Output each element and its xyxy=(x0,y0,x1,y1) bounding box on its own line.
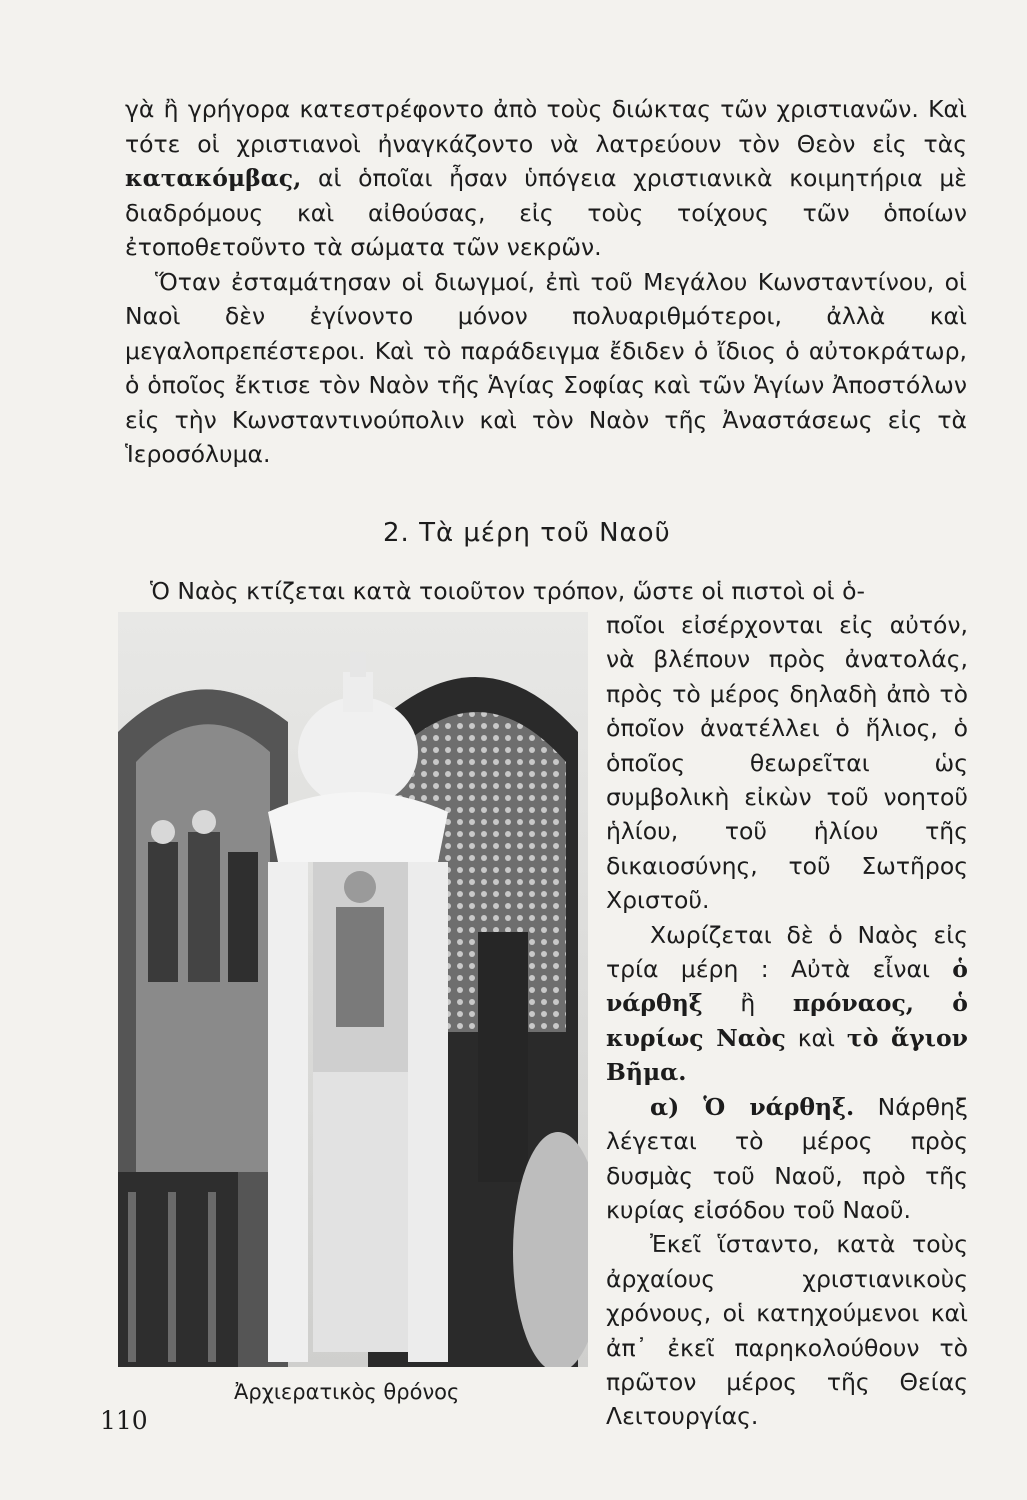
photo-illustration xyxy=(118,612,588,1367)
section-lead-line: Ὁ Ναὸς κτίζεται κατὰ τοιοῦτον τρόπον, ὥστε οἱ πιστοὶ οἱ ὁ- xyxy=(150,577,865,605)
col-p2-text: Χωρίζεται δὲ ὁ Ναὸς εἰς τρία μέρη : Αὐτὰ εἶναι xyxy=(606,920,968,984)
col-paragraph-1: ποῖοι εἰσέρχονται εἰς αὐτόν, νὰ βλέπουν πρὸς ἀνατολάς, πρὸς τὸ μέρος δηλαδὴ ἀπὸ τὸ ὁποῖον ἀνατέλλει ὁ ἥλιος, ὁ ὁποῖος θεωρεῖται ὡς συμβολικὴ εἰκὼν τοῦ νοητοῦ ἡλίου, τοῦ ἡλίου τῆς δικαιοσύνης, τοῦ Σωτῆρος Χριστοῦ. xyxy=(606,611,968,915)
page-number: 110 xyxy=(100,1406,148,1435)
intro-paragraph-2: Ὅταν ἐσταμάτησαν οἱ διωγμοί, ἐπὶ τοῦ Μεγάλου Κωνσταντίνου, οἱ Ναοὶ δὲν ἐγίνοντο μόνον πολυαριθμότεροι, ἀλλὰ καὶ μεγαλοπρεπέστεροι. Καὶ τὸ παράδειγμα ἔδιδεν ὁ ἴδιος ὁ αὐτοκράτωρ, ὁ ὁποῖος ἔκτισε τὸν Ναὸν τῆς Ἁγίας Σοφίας καὶ τῶν Ἁγίων Ἀποστόλων εἰς τὴν Κωνσταντινούπολιν καὶ τὸν Ναὸν τῆς Ἀναστάσεως εἰς τὰ Ἱεροσόλυμα. xyxy=(125,267,967,468)
subsection-label-narthex: α) Ὁ νάρθηξ. xyxy=(650,1092,855,1121)
col-p2-conj-1: ἢ xyxy=(740,989,756,1018)
col-p2-conj-2: καὶ xyxy=(797,1023,835,1052)
section-heading: 2. Τὰ μέρη τοῦ Ναοῦ xyxy=(383,518,671,548)
intro-p1-start: γὰ ἢ γρήγορα κατεστρέφοντο ἀπὸ τοὺς διώκτας τῶν χριστιανῶν. Καὶ τότε οἱ χριστιανοὶ ἠναγκάζοντο νὰ λατρεύουν τὸν Θεὸν εἰς τὰς xyxy=(125,95,967,158)
term-narthex: ὁ νάρθηξ xyxy=(606,955,968,1018)
intro-p1-bold-term: κατακόμβας, xyxy=(125,164,302,192)
right-column-text xyxy=(606,608,968,1434)
term-holy-bema: τὸ ἅγιον Βῆμα. xyxy=(606,1023,968,1087)
photograph-archieratic-throne xyxy=(118,612,588,1367)
col-paragraph-3 xyxy=(606,1090,968,1228)
col-p3-text: Νάρθηξ λέγεται τὸ μέρος πρὸς δυσμὰς τοῦ Ναοῦ, πρὸ τῆς κυρίας εἰσόδου τοῦ Ναοῦ. xyxy=(606,1092,968,1224)
col-paragraph-4: Ἐκεῖ ἵσταντο, κατὰ τοὺς ἀρχαίους χριστιανικοὺς χρόνους, οἱ κατηχούμενοι καὶ ἀπ᾽ ἐκεῖ παρηκολούθουν τὸ πρῶτον μέρος τῆς Θείας Λειτουργίας. xyxy=(606,1230,968,1431)
term-pronaos-nave: πρόναος, ὁ κυρίως Ναὸς xyxy=(606,989,968,1052)
photo-caption: Ἀρχιερατικὸς θρόνος xyxy=(234,1380,460,1404)
intro-p1-end: αἱ ὁποῖαι ἦσαν ὑπόγεια χριστιανικὰ κοιμητήρια μὲ διαδρόμους καὶ αἰθούσας, εἰς τοὺς τοίχους τῶν ὁποίων ἐτοποθετοῦντο τὰ σώματα τῶν νεκρῶν. xyxy=(125,164,967,261)
intro-text xyxy=(125,92,967,472)
col-paragraph-2 xyxy=(606,918,968,1090)
intro-paragraph-1 xyxy=(125,92,967,265)
